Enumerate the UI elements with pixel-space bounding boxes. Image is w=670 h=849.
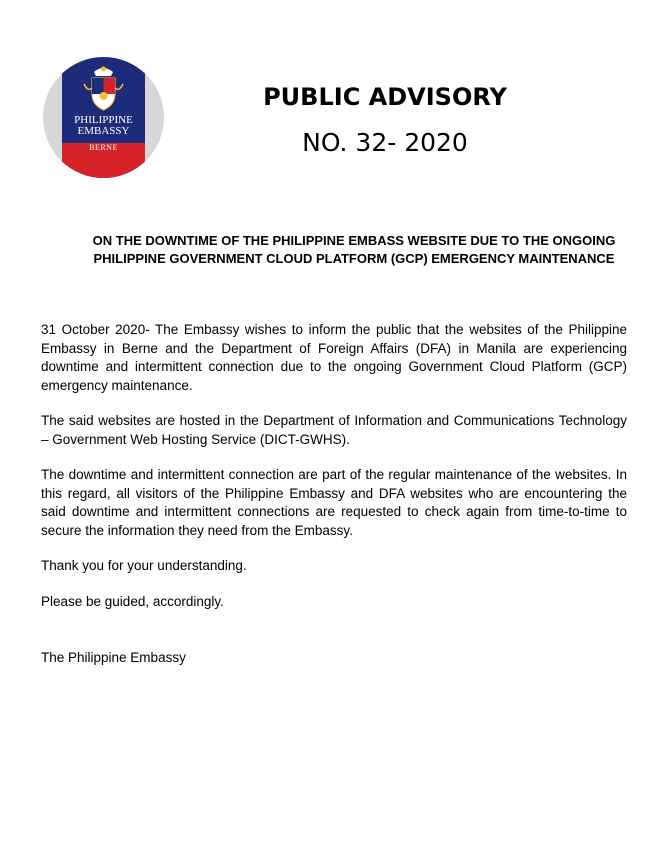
signature: The Philippine Embassy bbox=[41, 650, 186, 665]
logo-text-line2: EMBASSY bbox=[77, 125, 130, 137]
body-paragraph-1: 31 October 2020- The Embassy wishes to inform the public that the websites of the Philippine Embassy in Berne and the Department of Foreign Affairs (DFA) in Manila are experiencing downtime and intermittent connection due to the ongoing Government Cloud Platform (GCP) emergency maintenance. bbox=[41, 322, 627, 393]
body-paragraph-4: Thank you for your understanding. bbox=[41, 558, 247, 573]
advisory-title: PUBLIC ADVISORY bbox=[263, 83, 507, 111]
advisory-subject: ON THE DOWNTIME OF THE PHILIPPINE EMBASS WEBSITE DUE TO THE ONGOING PHILIPPINE GOVERNMENT CLOUD PLATFORM (GCP) EMERGENCY MAINTENANCE bbox=[92, 233, 616, 266]
logo-text-line3: BERNE bbox=[89, 143, 118, 152]
body-paragraph-2: The said websites are hosted in the Department of Information and Communications Technology – Government Web Hosting Service (DICT-GWHS). bbox=[41, 413, 627, 447]
advisory-number: NO. 32- 2020 bbox=[302, 128, 468, 157]
logo-text-line1: PHILIPPINE bbox=[74, 114, 133, 126]
logo-shield bbox=[62, 57, 145, 178]
coat-of-arms-icon bbox=[80, 62, 127, 114]
embassy-logo bbox=[43, 57, 164, 178]
body-paragraph-5: Please be guided, accordingly. bbox=[41, 594, 224, 609]
body-paragraph-3: The downtime and intermittent connection are part of the regular maintenance of the websites. In this regard, all visitors of the Philippine Embassy and DFA websites who are encountering the said downtime and intermittent connections are requested to check again from time-to-time to secure the information they need from the Embassy. bbox=[41, 467, 627, 538]
